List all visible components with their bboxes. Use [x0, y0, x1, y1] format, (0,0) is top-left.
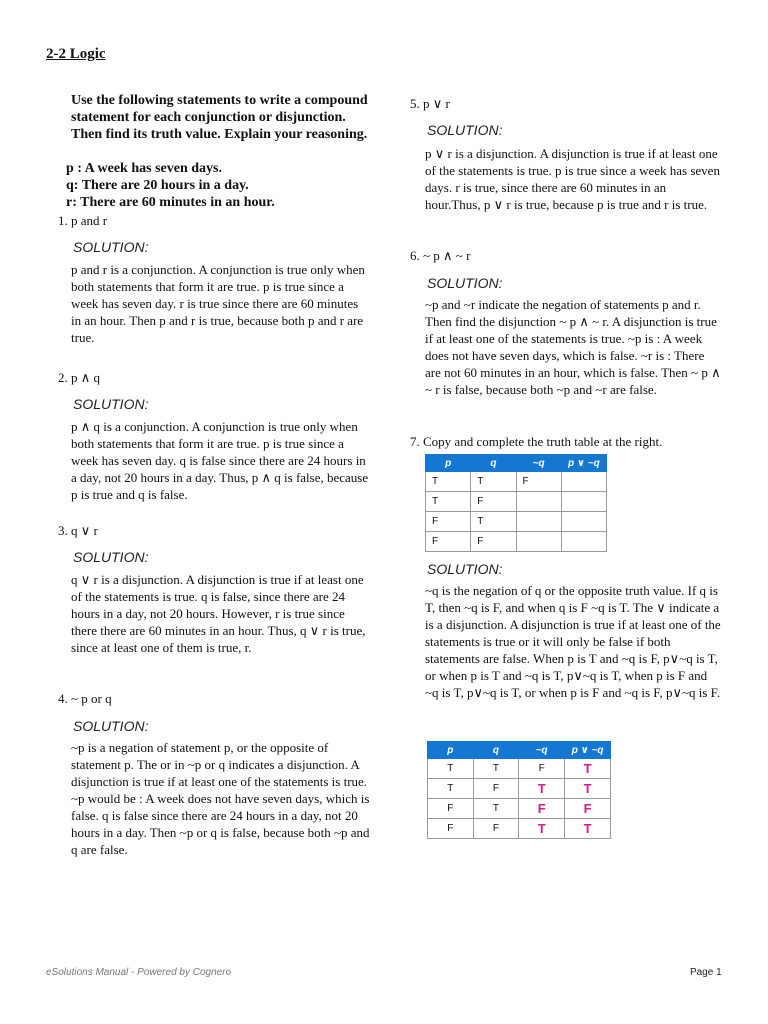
table-header-row [426, 455, 607, 472]
col-p-header: p [426, 455, 471, 472]
cell: F [428, 819, 474, 839]
cell: T [426, 492, 471, 512]
cell [561, 512, 606, 532]
cell: F [519, 759, 565, 779]
problem-1-header: 1. p and r [58, 213, 108, 228]
table-row [426, 512, 607, 532]
cell: T [428, 759, 474, 779]
table-row [428, 759, 611, 779]
cell: T [428, 779, 474, 799]
table-row [428, 779, 611, 799]
answer-cell: F [519, 799, 565, 819]
col-q-header: q [471, 455, 516, 472]
cell: T [426, 472, 471, 492]
answer-cell: F [565, 799, 611, 819]
answer-cell: T [519, 779, 565, 799]
table-row [426, 472, 607, 492]
statement-p: p : A week has seven days. [66, 161, 222, 176]
page-number: Page 1 [690, 967, 722, 978]
cell: F [471, 532, 516, 552]
problem-1-solution-label: SOLUTION: [73, 239, 149, 255]
statement-q: q: There are 20 hours in a day. [66, 178, 249, 193]
col-p-header: p [428, 742, 474, 759]
table-row [428, 819, 611, 839]
problem-7-solution: ~q is the negation of q or the opposite truth value. If q is T, then ~q is F, and when q is F ~q is T. The ∨ indicate a is a disjunction. A disjunction is true if at least one of the statements is true or it will only be false if both statements are false. When p is T and ~q is F, p∨~q is T, or when p is T and ~q is T, p∨~q is T, when p is F and ~q is T, p∨~q is T, or when p is F and ~q is F, p∨~q is F. [425, 583, 721, 700]
answer-cell: T [565, 819, 611, 839]
statement-r: r: There are 60 minutes in an hour. [66, 195, 275, 210]
page-title: 2-2 Logic [46, 46, 106, 62]
cell: F [516, 472, 561, 492]
footer-credit: eSolutions Manual - Powered by Cognero [46, 967, 232, 978]
problem-3-header: 3. q ∨ r [58, 523, 98, 538]
cell: F [471, 492, 516, 512]
col-porq-header: p ∨ ~q [561, 455, 606, 472]
problem-2-solution: p ∧ q is a conjunction. A conjunction is true only when both statements that form it are true. p is true since a week has seven day. q is false since there are 24 hours in a day, not 20 hours in a day. Thus, p ∧ q is false, because p is true and q is false. [71, 419, 369, 502]
problem-3-solution-label: SOLUTION: [73, 549, 149, 565]
cell: F [426, 532, 471, 552]
truth-table-complete [427, 741, 611, 839]
cell [561, 492, 606, 512]
problem-1-solution: p and r is a conjunction. A conjunction is true only when both statements that form it are true. p is true since a week has seven day. r is true since there are 60 minutes in an hour. Then p and r is true, because both p and r are true. [71, 262, 365, 345]
problem-7-header: 7. Copy and complete the truth table at the right. [410, 434, 663, 449]
cell: T [471, 472, 516, 492]
problem-2-solution-label: SOLUTION: [73, 396, 149, 412]
cell [516, 492, 561, 512]
problem-5-solution-label: SOLUTION: [427, 122, 503, 138]
answer-cell: T [519, 819, 565, 839]
problem-4-solution: ~p is a negation of statement p, or the opposite of statement p. The or in ~p or q indicates a disjunction. A disjunction is true if at least one of the statements is true. ~p would be : A week does not have seven days, which is false. q is false since there are 24 hours in a day, not 20 hours in a day. Then ~p or q is false, because both ~p and q are false. [71, 740, 370, 857]
problem-6-solution-label: SOLUTION: [427, 275, 503, 291]
statement-list [66, 160, 366, 211]
cell: F [426, 512, 471, 532]
col-porq-header: p ∨ ~q [565, 742, 611, 759]
cell [561, 472, 606, 492]
problem-4-solution-label: SOLUTION: [73, 718, 149, 734]
problem-2-header: 2. p ∧ q [58, 370, 101, 385]
cell: F [473, 779, 519, 799]
problem-7-solution-label: SOLUTION: [427, 561, 503, 577]
problem-6-solution: ~p and ~r indicate the negation of statements p and r. Then find the disjunction ~ p ∧ ~ r. A disjunction is true if at least one of the statements is true. ~p is : A week does not have seven days, which is false. ~r is : There are not 60 minutes in an hour, which is false. Then ~ p ∧ ~ r is false, because both ~p and ~r are false. [425, 297, 721, 397]
truth-table-incomplete [425, 454, 607, 552]
cell [561, 532, 606, 552]
cell [516, 532, 561, 552]
problem-3-solution: q ∨ r is a disjunction. A disjunction is true if at least one of the statements is true. q is false, since there are 24 hours in a day, not 20 hours. However, r is true since there there are 60 minutes in an hour. Thus, q ∨ r is true, since at least one of them is true, r. [71, 572, 366, 655]
table-row [428, 799, 611, 819]
answer-cell: T [565, 779, 611, 799]
problem-5-solution: p ∨ r is a disjunction. A disjunction is true if at least one of the statements is true. p is true since a week has seven days. r is true, since there are 60 minutes in an hour.Thus, p ∨ r is true, because p is true and r is true. [425, 146, 720, 212]
cell [516, 512, 561, 532]
cell: T [473, 759, 519, 779]
col-q-header: q [473, 742, 519, 759]
problem-4-header: 4. ~ p or q [58, 691, 112, 706]
problem-6-header: 6. ~ p ∧ ~ r [410, 248, 471, 263]
table-header-row [428, 742, 611, 759]
col-notq-header: ~q [519, 742, 565, 759]
answer-cell: T [565, 759, 611, 779]
problem-5-header: 5. p ∨ r [410, 96, 450, 111]
table-row [426, 492, 607, 512]
instructions: Use the following statements to write a compound statement for each conjunction or disjunction. Then find its truth value. Explain your reasoning. [71, 93, 368, 142]
cell: T [471, 512, 516, 532]
col-notq-header: ~q [516, 455, 561, 472]
cell: F [473, 819, 519, 839]
cell: F [428, 799, 474, 819]
table-row [426, 532, 607, 552]
cell: T [473, 799, 519, 819]
